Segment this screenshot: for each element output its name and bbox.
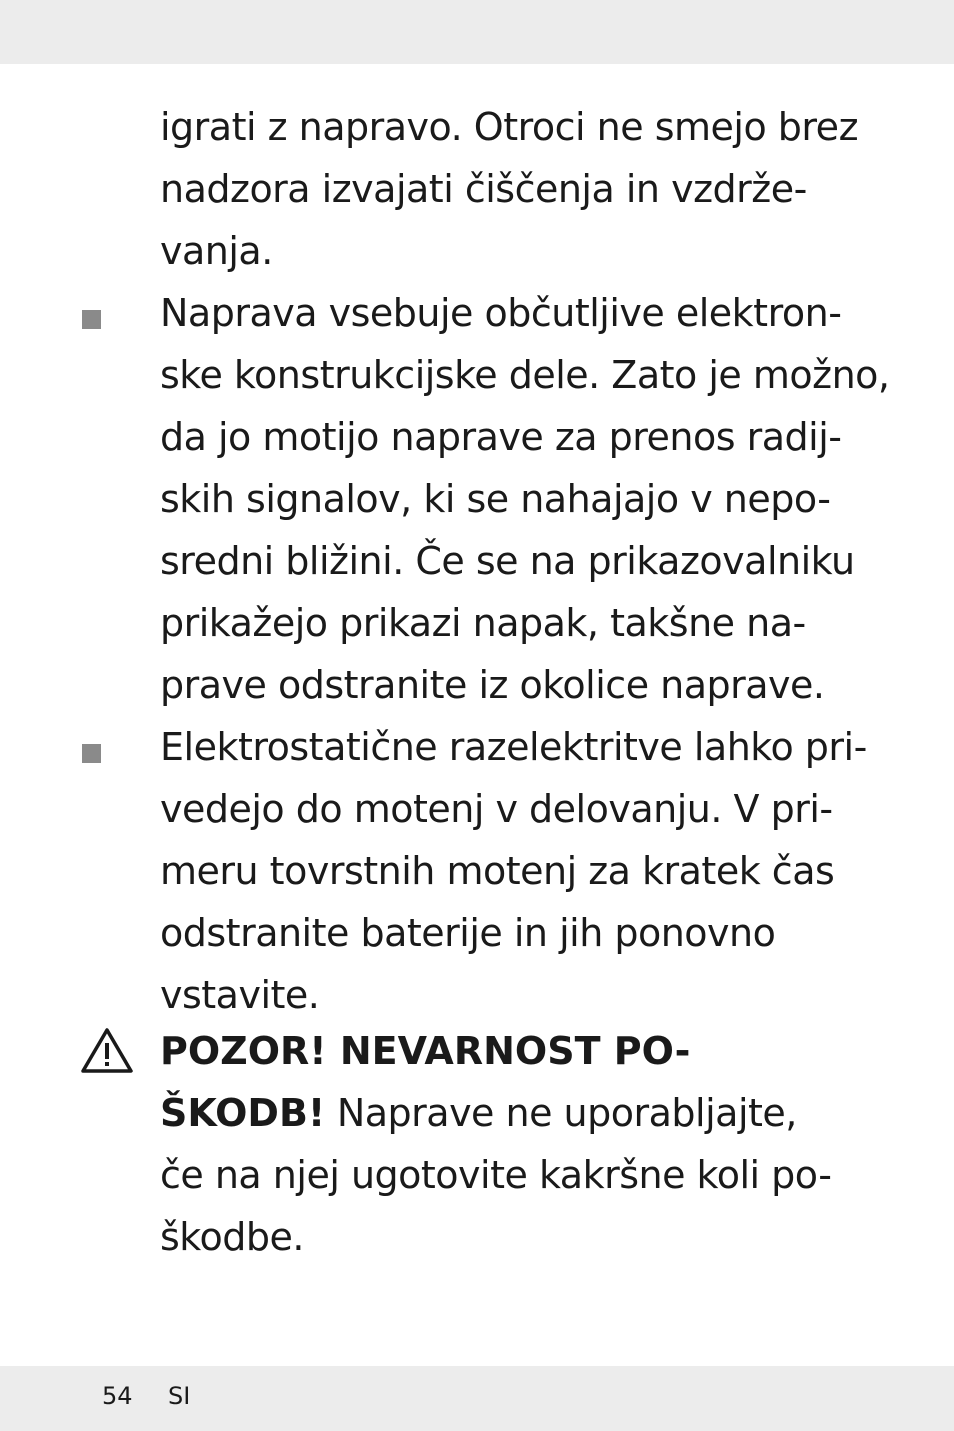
warning-text: Naprave ne uporabljajte,: [325, 1091, 797, 1135]
text-line: meru tovrstnih motenj za kratek čas: [160, 849, 835, 893]
bullet-square: [82, 310, 101, 329]
text-line: da jo motijo naprave za prenos radij-: [160, 415, 842, 459]
text-line: Elektrostatične razelektritve lahko pri-: [160, 725, 867, 769]
text-line: odstranite baterije in jih ponovno: [160, 911, 776, 955]
text-line: vedejo do motenj v delovanju. V pri-: [160, 787, 833, 831]
text-line: igrati z napravo. Otroci ne smejo brez: [160, 105, 859, 149]
warning-text: če na njej ugotovite kakršne koli po-: [160, 1153, 832, 1197]
text-line: Naprava vsebuje občutljive elektron-: [160, 291, 842, 335]
text-line: ske konstrukcijske dele. Zato je možno,: [160, 353, 890, 397]
header-band: [0, 0, 954, 64]
warning-triangle-icon: [80, 1026, 134, 1074]
warning-text: škodbe.: [160, 1215, 304, 1259]
text-line: sredni bližini. Če se na prikazovalniku: [160, 539, 855, 583]
text-line: nadzora izvajati čiščenja in vzdrže-: [160, 167, 807, 211]
bullet-square: [82, 744, 101, 763]
footer-band: [0, 1366, 954, 1431]
text-line: skih signalov, ki se nahajajo v nepo-: [160, 477, 831, 521]
page-number: 54: [102, 1382, 133, 1410]
warning-line: [160, 1020, 690, 1082]
text-line: prave odstranite iz okolice naprave.: [160, 663, 825, 707]
text-line: vanja.: [160, 229, 273, 273]
language-code: SI: [168, 1382, 191, 1410]
text-line: vstavite.: [160, 973, 320, 1017]
text-line: prikažejo prikazi napak, takšne na-: [160, 601, 806, 645]
warning-heading: POZOR! NEVARNOST PO-: [160, 1029, 691, 1073]
warning-line: [160, 1082, 797, 1144]
warning-heading: ŠKODB!: [160, 1091, 326, 1135]
